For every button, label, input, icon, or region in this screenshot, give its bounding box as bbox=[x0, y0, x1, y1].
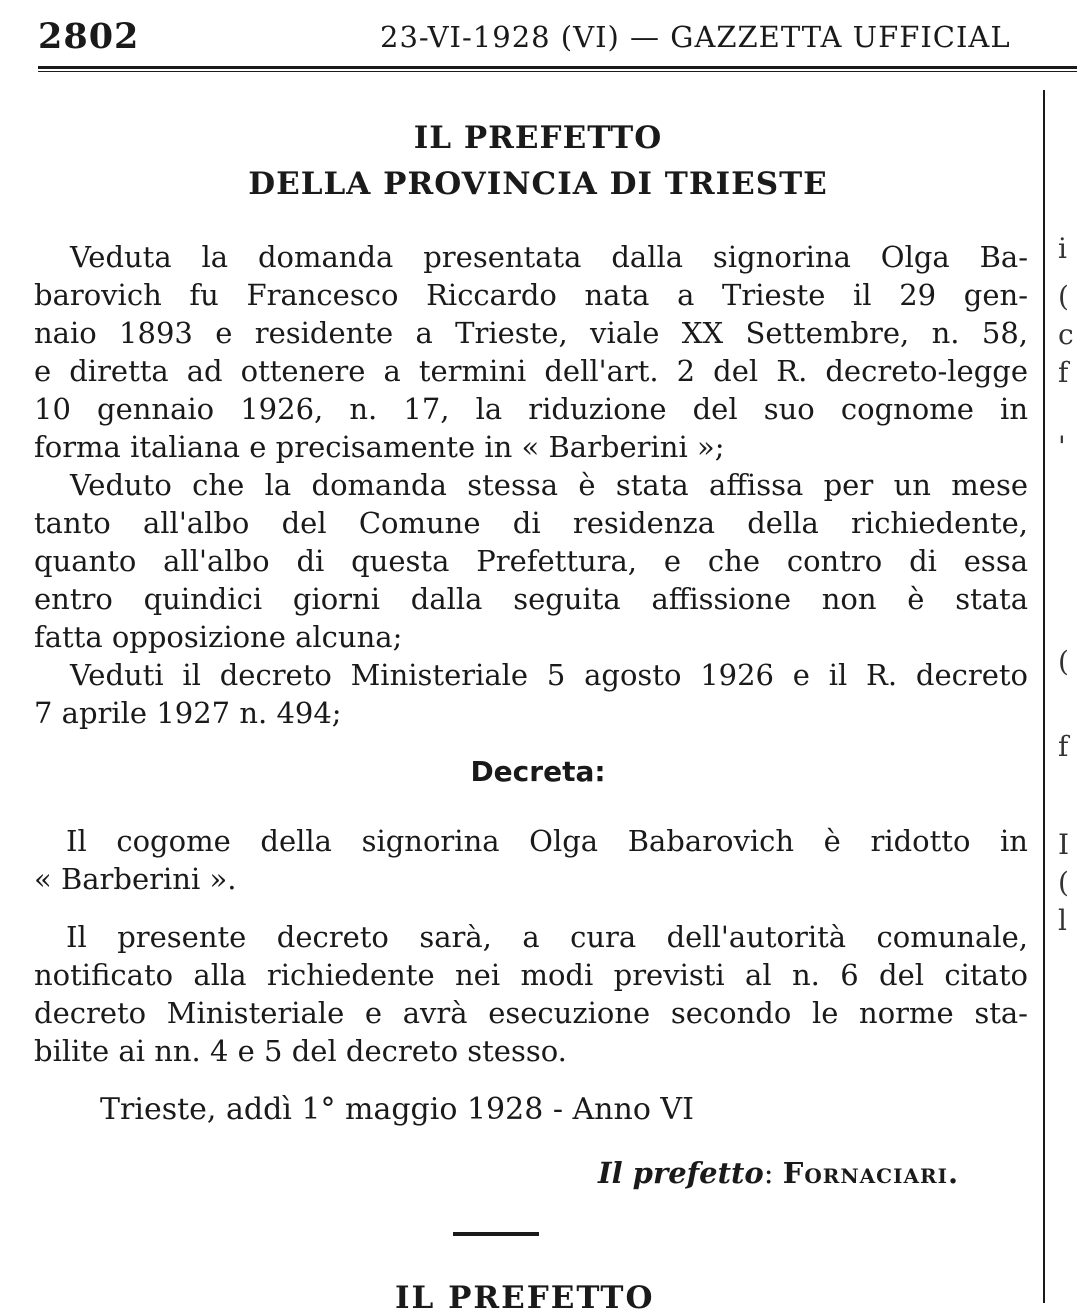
body-line: naio 1893 e residente a Trieste, viale XX Settembre, n. 58, bbox=[34, 316, 1028, 350]
fragment: ( bbox=[1058, 866, 1069, 899]
body-line: forma italiana e precisamente in « Barberini »; bbox=[34, 430, 725, 464]
ruling-line: bilite ai nn. 4 e 5 del decreto stesso. bbox=[34, 1034, 567, 1068]
column-rule bbox=[1043, 90, 1045, 1303]
body-line: barovich fu Francesco Riccardo nata a Trieste il 29 gen- bbox=[34, 278, 1028, 312]
decreta-label: Decreta: bbox=[470, 755, 606, 788]
signature-separator: : bbox=[763, 1156, 783, 1190]
fragment: c bbox=[1058, 318, 1074, 351]
signature-name: Fornaciari. bbox=[782, 1156, 960, 1190]
decree-heading-line2: DELLA PROVINCIA DI TRIESTE bbox=[248, 166, 828, 202]
body-line: entro quindici giorni dalla seguita affissione non è stata bbox=[34, 582, 1028, 616]
header-rule-thin bbox=[38, 71, 1077, 72]
section-separator-rule bbox=[453, 1232, 539, 1236]
fragment: ' bbox=[1058, 430, 1066, 463]
ruling-line: decreto Ministeriale e avrà esecuzione secondo le norme sta- bbox=[34, 996, 1028, 1030]
fragment: ( bbox=[1058, 645, 1069, 678]
body-line: tanto all'albo del Comune di residenza della richiedente, bbox=[34, 506, 1028, 540]
body-line: Veduto che la domanda stessa è stata affissa per un mese bbox=[70, 468, 1028, 502]
dateline: Trieste, addì 1° maggio 1928 - Anno VI bbox=[100, 1092, 694, 1127]
body-line: Veduti il decreto Ministeriale 5 agosto 1926 e il R. decreto bbox=[70, 658, 1028, 692]
body-line: Veduta la domanda presentata dalla signorina Olga Ba- bbox=[70, 240, 1028, 274]
signature bbox=[598, 1156, 959, 1190]
fragment: I bbox=[1058, 828, 1070, 861]
fragment: l bbox=[1058, 904, 1067, 937]
header-rule bbox=[38, 66, 1077, 69]
ruling-line: notificato alla richiedente nei modi previsti al n. 6 del citato bbox=[34, 958, 1028, 992]
ruling-line: « Barberini ». bbox=[34, 862, 237, 896]
body-line: 10 gennaio 1926, n. 17, la riduzione del suo cognome in bbox=[34, 392, 1028, 426]
fragment: i bbox=[1058, 232, 1067, 265]
decree-heading-line1: IL PREFETTO bbox=[413, 120, 663, 156]
running-head: 23-VI-1928 (VI) — GAZZETTA UFFICIAL bbox=[380, 20, 1011, 54]
fragment: ( bbox=[1058, 280, 1069, 313]
fragment: f bbox=[1058, 730, 1069, 763]
next-decree-heading: IL PREFETTO bbox=[395, 1280, 655, 1316]
body-line: 7 aprile 1927 n. 494; bbox=[34, 696, 342, 730]
page-number: 2802 bbox=[38, 16, 140, 57]
body-line: fatta opposizione alcuna; bbox=[34, 620, 403, 654]
body-line: e diretta ad ottenere a termini dell'art. 2 del R. decreto-legge bbox=[34, 354, 1028, 388]
fragment: f bbox=[1058, 356, 1069, 389]
body-line: quanto all'albo di questa Prefettura, e che contro di essa bbox=[34, 544, 1028, 578]
ruling-line: Il presente decreto sarà, a cura dell'autorità comunale, bbox=[66, 920, 1028, 954]
signature-title: Il prefetto bbox=[598, 1156, 764, 1190]
ruling-line: Il cogome della signorina Olga Babarovich è ridotto in bbox=[66, 824, 1028, 858]
